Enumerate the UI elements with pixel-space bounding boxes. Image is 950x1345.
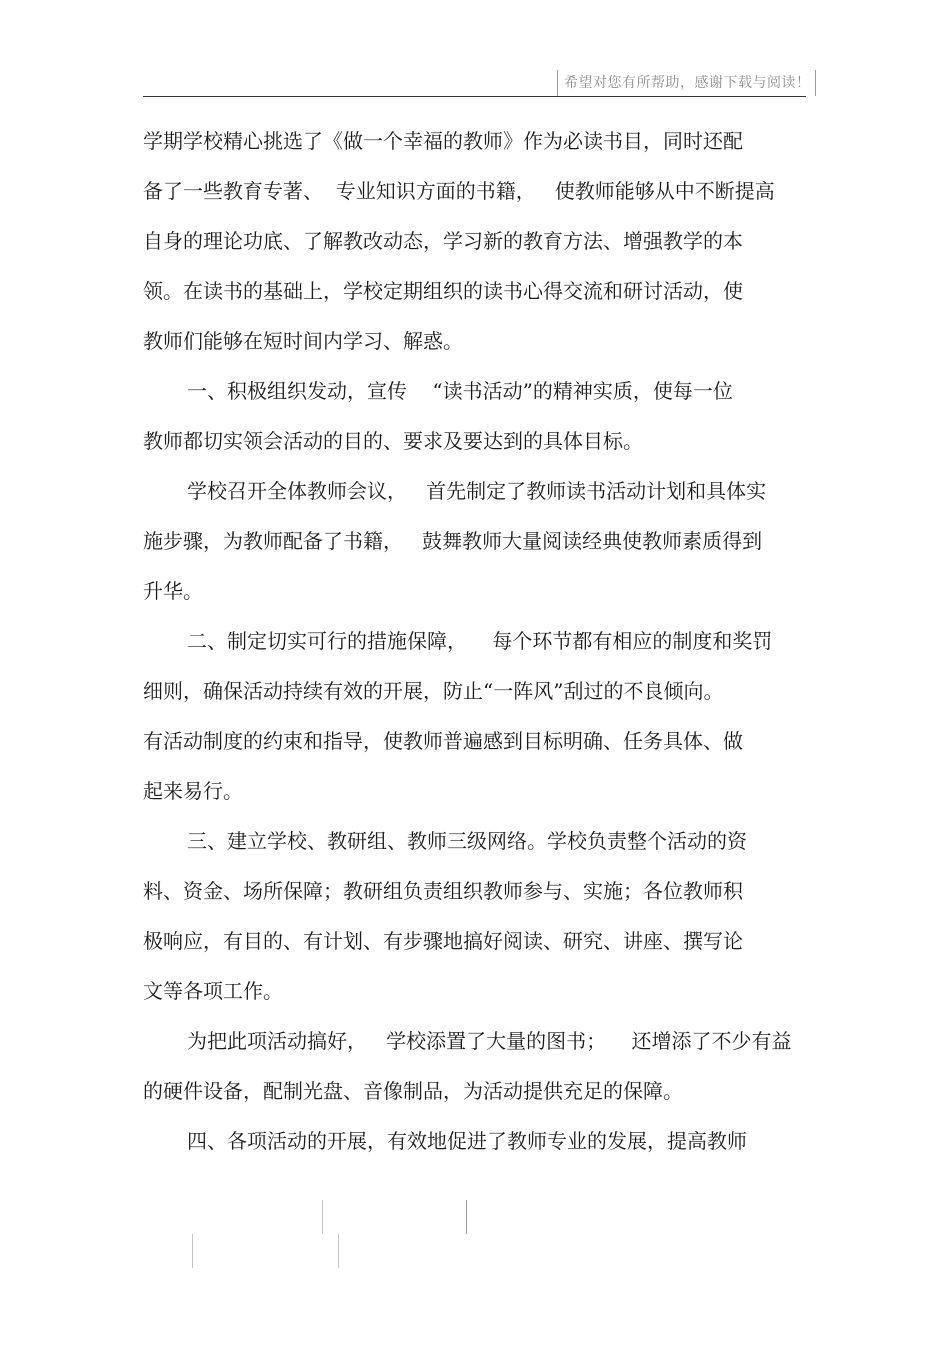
text-line: 自身的理论功底、了解教改动态，学习新的教育方法、增强教学的本	[143, 229, 743, 253]
text-line: 教师都切实领会活动的目的、要求及要达到的具体目标。	[143, 429, 643, 453]
text-line: 为把此项活动搞好， 学校添置了大量的图书； 还增添了不少有益	[187, 1029, 792, 1053]
text-line: 料、资金、场所保障；教研组负责组织教师参与、实施；各位教师积	[143, 879, 743, 903]
text-line: 极响应，有目的、有计划、有步骤地搞好阅读、研究、讲座、撰写论	[143, 929, 743, 953]
scan-mark	[192, 1234, 193, 1268]
header-banner: 希望对您有所帮助，感谢下载与阅读！	[557, 70, 816, 96]
scan-mark	[338, 1234, 339, 1268]
text-line: 教师们能够在短时间内学习、解惑。	[143, 329, 463, 353]
text-line: 施步骤，为教师配备了书籍， 鼓舞教师大量阅读经典使教师素质得到	[143, 529, 763, 553]
text-line: 领。在读书的基础上，学校定期组织的读书心得交流和研讨活动，使	[143, 279, 743, 303]
text-line: 起来易行。	[143, 779, 243, 803]
text-line: 学期学校精心挑选了《做一个幸福的教师》作为必读书目，同时还配	[143, 129, 743, 153]
text-line: 文等各项工作。	[143, 979, 283, 1003]
document-body	[143, 116, 803, 1166]
text-line: 二、制定切实可行的措施保障， 每个环节都有相应的制度和奖罚	[187, 629, 773, 653]
header-rule	[143, 96, 806, 97]
text-line: 学校召开全体教师会议， 首先制定了教师读书活动计划和具体实	[187, 479, 767, 503]
text-line: 一、积极组织发动，宣传 “读书活动”的精神实质，使每一位	[187, 379, 733, 403]
text-line: 三、建立学校、教研组、教师三级网络。学校负责整个活动的资	[187, 829, 747, 853]
text-line: 有活动制度的约束和指导，使教师普遍感到目标明确、任务具体、做	[143, 729, 743, 753]
text-line: 升华。	[143, 579, 203, 603]
scan-mark	[466, 1200, 467, 1234]
scan-mark	[322, 1200, 323, 1234]
text-line: 备了一些教育专著、 专业知识方面的书籍， 使教师能够从中不断提高	[143, 179, 775, 203]
text-line: 的硬件设备，配制光盘、音像制品，为活动提供充足的保障。	[143, 1079, 683, 1103]
text-line: 四、各项活动的开展，有效地促进了教师专业的发展，提高教师	[187, 1129, 747, 1153]
text-line: 细则，确保活动持续有效的开展，防止“一阵风”刮过的不良倾向。	[143, 679, 724, 703]
